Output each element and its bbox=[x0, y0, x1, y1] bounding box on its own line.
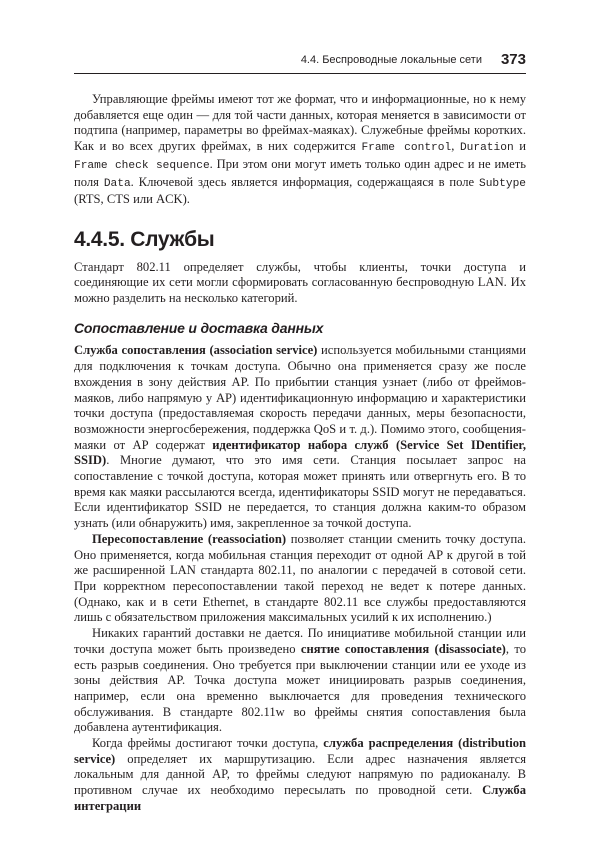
text-run: , bbox=[451, 139, 460, 154]
running-head: 4.4. Беспроводные локальные сети bbox=[300, 54, 482, 66]
text-run: . При этом они могут иметь только один адрес и не иметь поля bbox=[74, 156, 526, 189]
text-run: . Ключевой здесь является информация, содержащаяся в поле bbox=[130, 174, 479, 189]
text-run: Когда фреймы достигают точки доступа, bbox=[92, 736, 324, 751]
paragraph-disassociation bbox=[74, 626, 526, 736]
paragraph-services-intro: Стандарт 802.11 определяет службы, чтобы клиенты, точки доступа и соединяющие их сети могли сформировать согласованную беспроводную LAN. Их можно разделить на несколько категорий. bbox=[74, 259, 526, 306]
text-run: Управляющие фреймы имеют тот же формат, что и информационные, но к нему добавляется еще один — для той части данных, которая меняется в зависимости от подтипа (например, параметры во фреймах-маяках). Служебные фреймы коротких. Как и во всех других фреймах, в них содержится bbox=[74, 92, 526, 154]
text-run: используется мобильными станциями для подключения к точкам доступа. Обычно она применяется сразу же после вхождения в зону действия AP. По прибытии станция узнает (либо от фреймов-маяков, либо напрямую у AP) идентификационную информацию и характеристики точки доступа (предоставляемая скорость передачи данных, меры безопасности, возможности энергосбережения, поддержка QoS и т. д.). Помимо этого, сообщения-маяки от AP содержат bbox=[74, 343, 526, 452]
code-subtype: Subtype bbox=[479, 177, 526, 190]
section-title: 4.4.5. Службы bbox=[74, 227, 215, 251]
code-data: Data bbox=[103, 177, 131, 190]
text-run: , то есть разрыв соединения. Оно требуется при выключении станции или ее уходе из зоны действия AP. Точка доступа может инициировать разрыв соединения, например, если она временно выключается для проведения технического обслуживания. В стандарте 802.11w во фреймы снятия сопоставления была добавлена аутентификация. bbox=[74, 641, 526, 735]
subsection-title: Сопоставление и доставка данных bbox=[74, 319, 324, 336]
code-frame-control: Frame control bbox=[361, 142, 452, 155]
code-duration: Duration bbox=[459, 142, 514, 155]
page-number: 373 bbox=[500, 51, 526, 68]
paragraph-reassociation bbox=[74, 532, 526, 626]
text-run: (RTS, CTS или ACK). bbox=[74, 192, 190, 207]
code-frame-check-sequence: Frame check sequence bbox=[74, 159, 210, 172]
term-disassociate: снятие сопоставления (disassociate) bbox=[300, 641, 506, 656]
text-run: . Многие думают, что это имя сети. Станция посылает запрос на сопоставление с точкой доступа, которая может принять или отвергнуть его. В то время как маяки рассылаются всегда, идентификаторы SSID могут не передаваться. Если идентификатор SSID не передается, то станция должна каким-то образом узнать (или обнаружить) имя, закрепленное за точкой доступа. bbox=[74, 453, 526, 531]
text-run: определяет их маршрутизацию. Если адрес назначения является локальным для данной AP, то фреймы следуют напрямую по радиоканалу. В противном случае их необходимо пересылать по проводной сети. bbox=[74, 751, 526, 798]
term-distribution-service: служба распределения (distribution service) bbox=[74, 736, 526, 766]
paragraph-association bbox=[74, 343, 526, 531]
term-integration-service: Служба интеграции bbox=[74, 783, 526, 813]
term-ssid: идентификатор набора служб (Service Set IDentifier, SSID) bbox=[74, 437, 526, 468]
paragraph-distribution bbox=[74, 736, 526, 815]
paragraph-management-frames bbox=[74, 92, 526, 208]
text-run: позволяет станции сменить точку доступа. Оно применяется, когда мобильная станция переходит от одной AP к другой в той же расширенной LAN стандарта 802.11, по аналогии с передачей в сотовой сети. При корректном пересопоставлении такой переход не ведет к потере данных. (Однако, как и в сети Ethernet, в стандарте 802.11 все службы предоставляются лишь с обязательством приложения максимальных усилий к их исполнению.) bbox=[74, 531, 526, 625]
term-association-service: Служба сопоставления (association service) bbox=[74, 343, 318, 358]
text-run: и bbox=[513, 139, 527, 154]
text-run: Никаких гарантий доставки не дается. По инициативе мобильной станции или точки доступа может быть произведено bbox=[74, 626, 526, 656]
page-body bbox=[74, 92, 526, 815]
page-header bbox=[74, 51, 526, 74]
term-reassociation: Пересопоставление (reassociation) bbox=[92, 531, 287, 546]
